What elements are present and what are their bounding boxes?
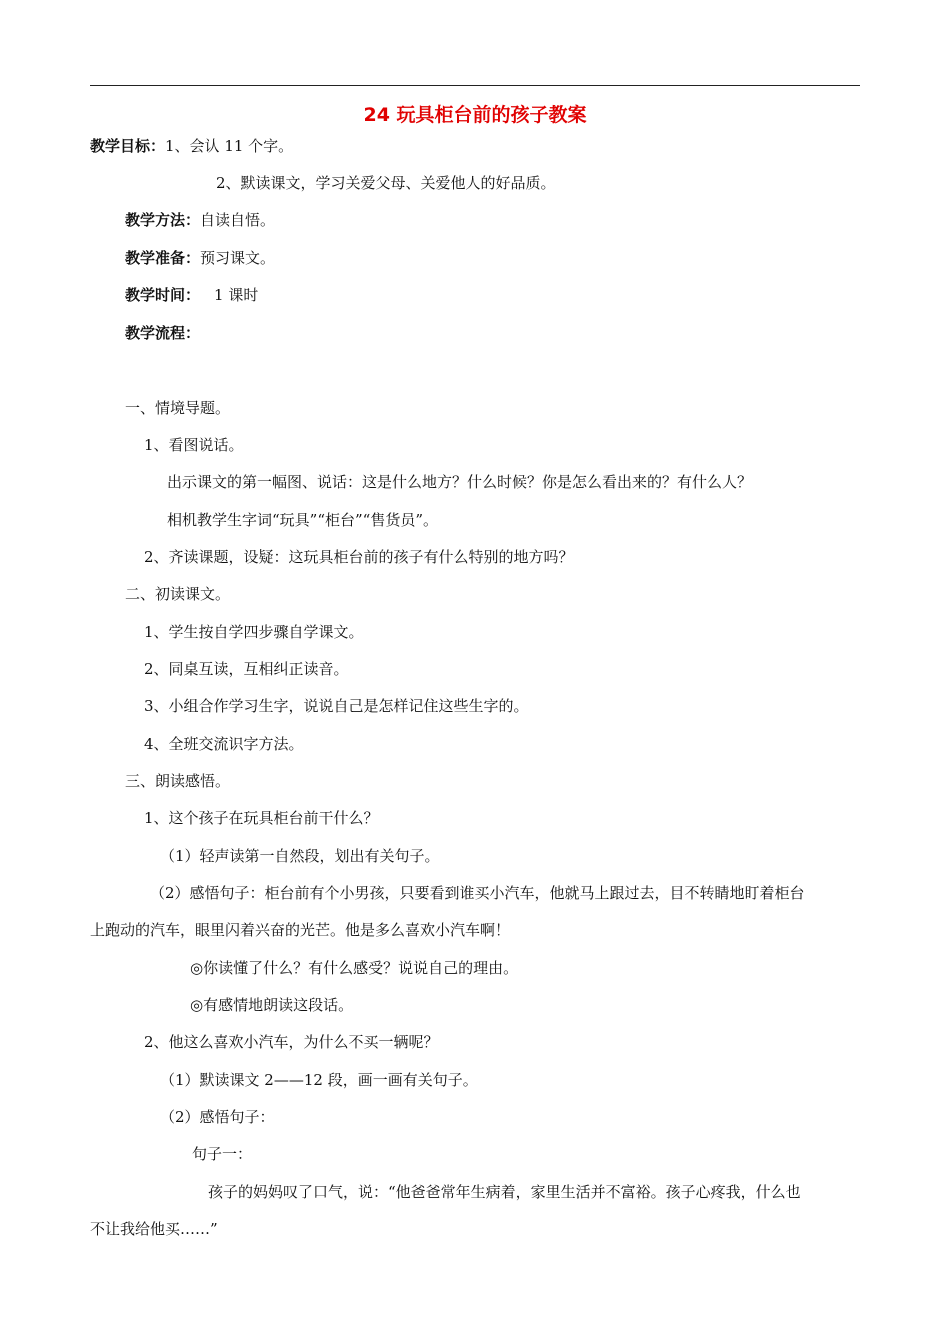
document-title: 24 玩具柜台前的孩子教案 <box>363 104 587 126</box>
method-label: 教学方法： <box>125 211 201 229</box>
paragraph-line: 上跑动的汽车，眼里闪着兴奋的光芒。他是多么喜欢小汽车啊！ <box>90 921 511 939</box>
sub-item: （2）感悟句子： <box>160 1108 275 1126</box>
sub-item: （1）轻声读第一自然段，划出有关句子。 <box>160 847 440 865</box>
section-heading: 一、情境导题。 <box>125 399 231 417</box>
time-label: 教学时间： <box>125 286 201 304</box>
list-item: 4、全班交流识字方法。 <box>144 735 304 753</box>
goal-1: 1、会认 11 个字。 <box>165 137 294 155</box>
prep-value: 预习课文。 <box>200 249 276 267</box>
list-item: 1、看图说话。 <box>144 436 244 454</box>
goal-row <box>90 137 293 155</box>
paragraph-line: 孩子的妈妈叹了口气，说：“他爸爸常年生病着，家里生活并不富裕。孩子心疼我，什么也 <box>208 1183 801 1201</box>
list-item: 2、他这么喜欢小汽车，为什么不买一辆呢？ <box>144 1033 439 1051</box>
list-item: 3、小组合作学习生字，说说自己是怎样记住这些生字的。 <box>144 697 529 715</box>
prep-row <box>125 249 275 267</box>
time-value: 1 课时 <box>214 286 259 304</box>
method-row <box>125 211 275 229</box>
goal-label: 教学目标： <box>90 137 166 155</box>
bullet-line: ◎有感情地朗读这段话。 <box>190 996 354 1014</box>
sub-item: （1）默读课文 2——12 段，画一画有关句子。 <box>160 1071 478 1089</box>
paragraph-line: 出示课文的第一幅图、说话：这是什么地方？什么时候？你是怎么看出来的？有什么人？ <box>167 473 753 491</box>
paragraph-line: 句子一： <box>192 1145 253 1163</box>
header-rule <box>90 85 860 86</box>
list-item: 2、同桌互读，互相纠正读音。 <box>144 660 349 678</box>
method-value: 自读自悟。 <box>200 211 276 229</box>
paragraph-line: 不让我给他买……” <box>90 1220 218 1238</box>
list-item: 1、这个孩子在玩具柜台前干什么？ <box>144 809 379 827</box>
prep-label: 教学准备： <box>125 249 201 267</box>
sub-item: （2）感悟句子：柜台前有个小男孩，只要看到谁买小汽车，他就马上跟过去，目不转睛地盯着柜台 <box>150 884 805 902</box>
list-item: 1、学生按自学四步骤自学课文。 <box>144 623 364 641</box>
bullet-line: ◎你读懂了什么？有什么感受？说说自己的理由。 <box>190 959 519 977</box>
section-heading: 二、初读课文。 <box>125 585 231 603</box>
section-heading: 三、朗读感悟。 <box>125 772 231 790</box>
goal-2: 2、默读课文，学习关爱父母、关爱他人的好品质。 <box>216 174 556 192</box>
list-item: 2、齐读课题，设疑：这玩具柜台前的孩子有什么特别的地方吗？ <box>144 548 574 566</box>
time-row <box>125 286 258 304</box>
flow-label: 教学流程： <box>125 324 201 342</box>
paragraph-line: 相机教学生字词“玩具”“柜台”“售货员”。 <box>167 511 439 529</box>
